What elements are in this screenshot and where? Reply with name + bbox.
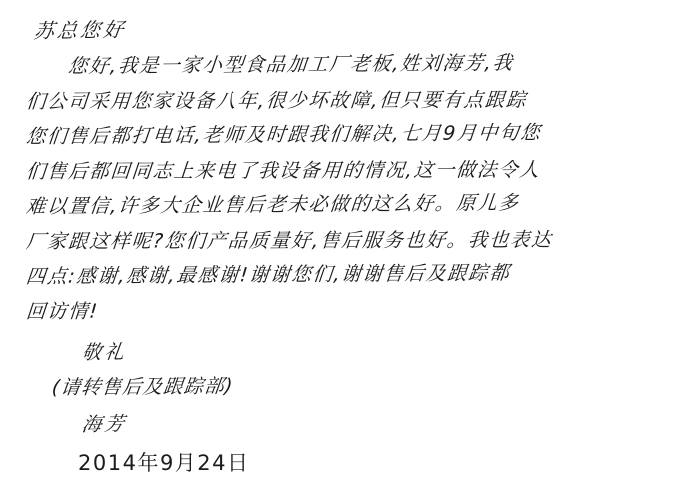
letter-body — [26, 49, 666, 329]
letter-body-line: 难以置信,许多大企业售后老未必做的这么好。原儿多 — [24, 191, 521, 218]
letter-closing: 敬礼 — [80, 340, 129, 364]
letter-salutation: 苏总您好 — [32, 17, 128, 43]
letter-body-line: 们公司采用您家设备八年,很少坏故障,但只要有点跟踪 — [25, 88, 529, 113]
letter-body-line: 厂家跟这样呢?您们产品质量好,售后服务也好。我也表达 — [25, 228, 554, 253]
letter-signature: 海芳 — [80, 412, 129, 436]
letter-body-line: 们售后都回同志上来电了我设备用的情况,这一做法令人 — [25, 158, 542, 183]
letter-body-line: 您们售后都打电话,老师及时跟我们解决,七月9月中旬您 — [24, 120, 543, 148]
letter-body-line: 四点:感谢,感谢,最感谢!谢谢您们,谢谢售后及跟踪都 — [24, 261, 512, 288]
letter-body-line: 回访情! — [25, 299, 100, 323]
letter-routing-note: (请转售后及跟踪部) — [50, 374, 235, 399]
letter-date: 2014年9月24日 — [78, 451, 250, 475]
letter-body-line: 您好,我是一家小型食品加工厂老板,姓刘海芳,我 — [66, 51, 515, 78]
